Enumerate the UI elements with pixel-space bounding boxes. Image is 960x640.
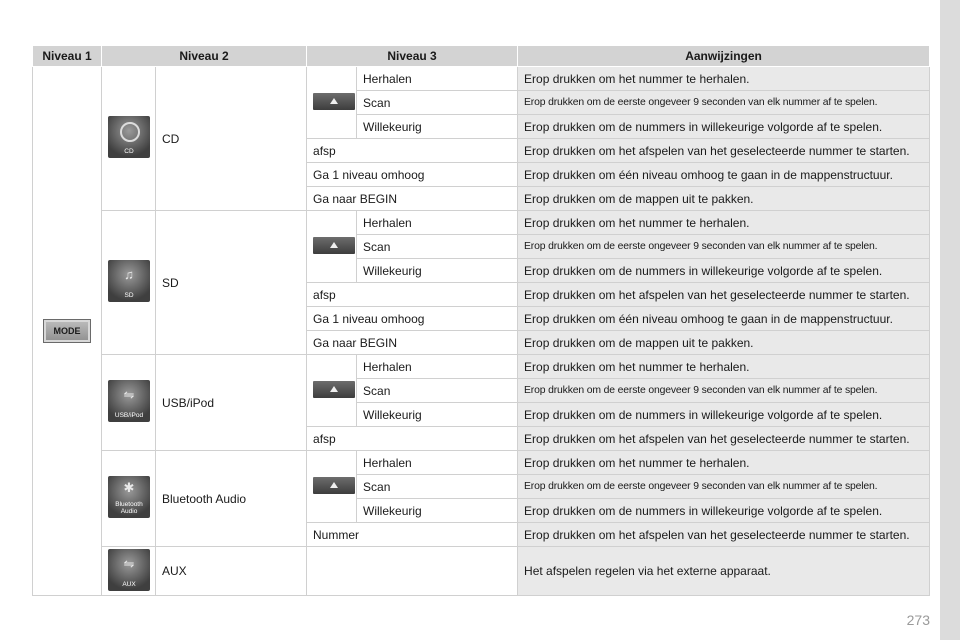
source-label-aux: AUX xyxy=(156,547,307,596)
bt-sub-herhalen: Herhalen xyxy=(357,451,518,475)
sd-sub-willekeurig: Willekeurig xyxy=(357,259,518,283)
desc-willekeurig: Erop drukken om de nummers in willekeurige volgorde af te spelen. xyxy=(518,115,930,139)
aux-level3-empty xyxy=(307,547,518,596)
bt-up-cell xyxy=(307,451,357,523)
desc-willekeurig: Erop drukken om de nummers in willekeurige volgorde af te spelen. xyxy=(518,403,930,427)
sd-icon-cell xyxy=(102,211,156,355)
desc-herhalen: Erop drukken om het nummer te herhalen. xyxy=(518,355,930,379)
source-label-cd: CD xyxy=(156,67,307,211)
sd-row-afsp: afsp xyxy=(307,283,518,307)
page-number: 273 xyxy=(906,612,930,628)
source-label-usb: USB/iPod xyxy=(156,355,307,451)
desc-afspelen: Erop drukken om het afspelen van het geselecteerde nummer te starten. xyxy=(518,523,930,547)
desc-begin: Erop drukken om de mappen uit te pakken. xyxy=(518,187,930,211)
bluetooth-icon[interactable]: ✱ Bluetooth Audio xyxy=(108,476,150,518)
cd-up-cell xyxy=(307,67,357,139)
mode-button[interactable]: MODE xyxy=(43,319,91,343)
disc-icon[interactable]: CD xyxy=(108,116,150,158)
desc-begin: Erop drukken om de mappen uit te pakken. xyxy=(518,331,930,355)
desc-scan: Erop drukken om de eerste ongeveer 9 seconden van elk nummer af te spelen. xyxy=(518,235,930,259)
cd-icon-cell xyxy=(102,67,156,211)
desc-scan: Erop drukken om de eerste ongeveer 9 seconden van elk nummer af te spelen. xyxy=(518,91,930,115)
bt-sub-willekeurig: Willekeurig xyxy=(357,499,518,523)
desc-herhalen: Erop drukken om het nummer te herhalen. xyxy=(518,451,930,475)
header-niveau-1: Niveau 1 xyxy=(33,46,102,67)
desc-omhoog: Erop drukken om één niveau omhoog te gaan in de mappenstructuur. xyxy=(518,307,930,331)
table-row xyxy=(33,211,930,235)
up-arrow-icon[interactable] xyxy=(313,93,355,110)
desc-omhoog: Erop drukken om één niveau omhoog te gaan in de mappenstructuur. xyxy=(518,163,930,187)
aux-cable-icon[interactable]: ⇋ AUX xyxy=(108,549,150,591)
desc-afspelen: Erop drukken om het afspelen van het geselecteerde nummer te starten. xyxy=(518,283,930,307)
usb-icon-cell xyxy=(102,355,156,451)
table-row xyxy=(33,451,930,475)
mode-navigation-table xyxy=(32,45,930,596)
cd-sub-willekeurig: Willekeurig xyxy=(357,115,518,139)
usb-sub-scan: Scan xyxy=(357,379,518,403)
aux-icon-cell xyxy=(102,547,156,596)
cd-row-begin: Ga naar BEGIN xyxy=(307,187,518,211)
bt-sub-scan: Scan xyxy=(357,475,518,499)
usb-row-afsp: afsp xyxy=(307,427,518,451)
sd-sub-herhalen: Herhalen xyxy=(357,211,518,235)
usb-cable-icon[interactable]: ⇋ USB/iPod xyxy=(108,380,150,422)
header-niveau-2: Niveau 2 xyxy=(102,46,307,67)
sd-up-cell xyxy=(307,211,357,283)
sd-row-omhoog: Ga 1 niveau omhoog xyxy=(307,307,518,331)
table-row xyxy=(33,547,930,596)
usb-sub-herhalen: Herhalen xyxy=(357,355,518,379)
table-row xyxy=(33,355,930,379)
level1-cell xyxy=(33,67,102,596)
desc-willekeurig: Erop drukken om de nummers in willekeurige volgorde af te spelen. xyxy=(518,259,930,283)
up-arrow-icon[interactable] xyxy=(313,381,355,398)
music-note-icon[interactable]: ♫ SD xyxy=(108,260,150,302)
desc-scan: Erop drukken om de eerste ongeveer 9 seconden van elk nummer af te spelen. xyxy=(518,379,930,403)
table-header-row xyxy=(33,46,930,67)
cd-sub-herhalen: Herhalen xyxy=(357,67,518,91)
desc-willekeurig: Erop drukken om de nummers in willekeurige volgorde af te spelen. xyxy=(518,499,930,523)
desc-scan: Erop drukken om de eerste ongeveer 9 seconden van elk nummer af te spelen. xyxy=(518,475,930,499)
header-aanwijzingen: Aanwijzingen xyxy=(518,46,930,67)
bt-row-nummer: Nummer xyxy=(307,523,518,547)
cd-row-omhoog: Ga 1 niveau omhoog xyxy=(307,163,518,187)
source-label-sd: SD xyxy=(156,211,307,355)
usb-up-cell xyxy=(307,355,357,427)
source-label-bt: Bluetooth Audio xyxy=(156,451,307,547)
usb-sub-willekeurig: Willekeurig xyxy=(357,403,518,427)
sd-sub-scan: Scan xyxy=(357,235,518,259)
desc-afspelen: Erop drukken om het afspelen van het geselecteerde nummer te starten. xyxy=(518,139,930,163)
bt-icon-cell xyxy=(102,451,156,547)
up-arrow-icon[interactable] xyxy=(313,237,355,254)
header-niveau-3: Niveau 3 xyxy=(307,46,518,67)
side-strip xyxy=(940,0,960,640)
desc-aux: Het afspelen regelen via het externe apparaat. xyxy=(518,547,930,596)
table-row xyxy=(33,67,930,91)
sd-row-begin: Ga naar BEGIN xyxy=(307,331,518,355)
cd-row-afsp: afsp xyxy=(307,139,518,163)
desc-herhalen: Erop drukken om het nummer te herhalen. xyxy=(518,67,930,91)
up-arrow-icon[interactable] xyxy=(313,477,355,494)
desc-afspelen: Erop drukken om het afspelen van het geselecteerde nummer te starten. xyxy=(518,427,930,451)
cd-sub-scan: Scan xyxy=(357,91,518,115)
desc-herhalen: Erop drukken om het nummer te herhalen. xyxy=(518,211,930,235)
